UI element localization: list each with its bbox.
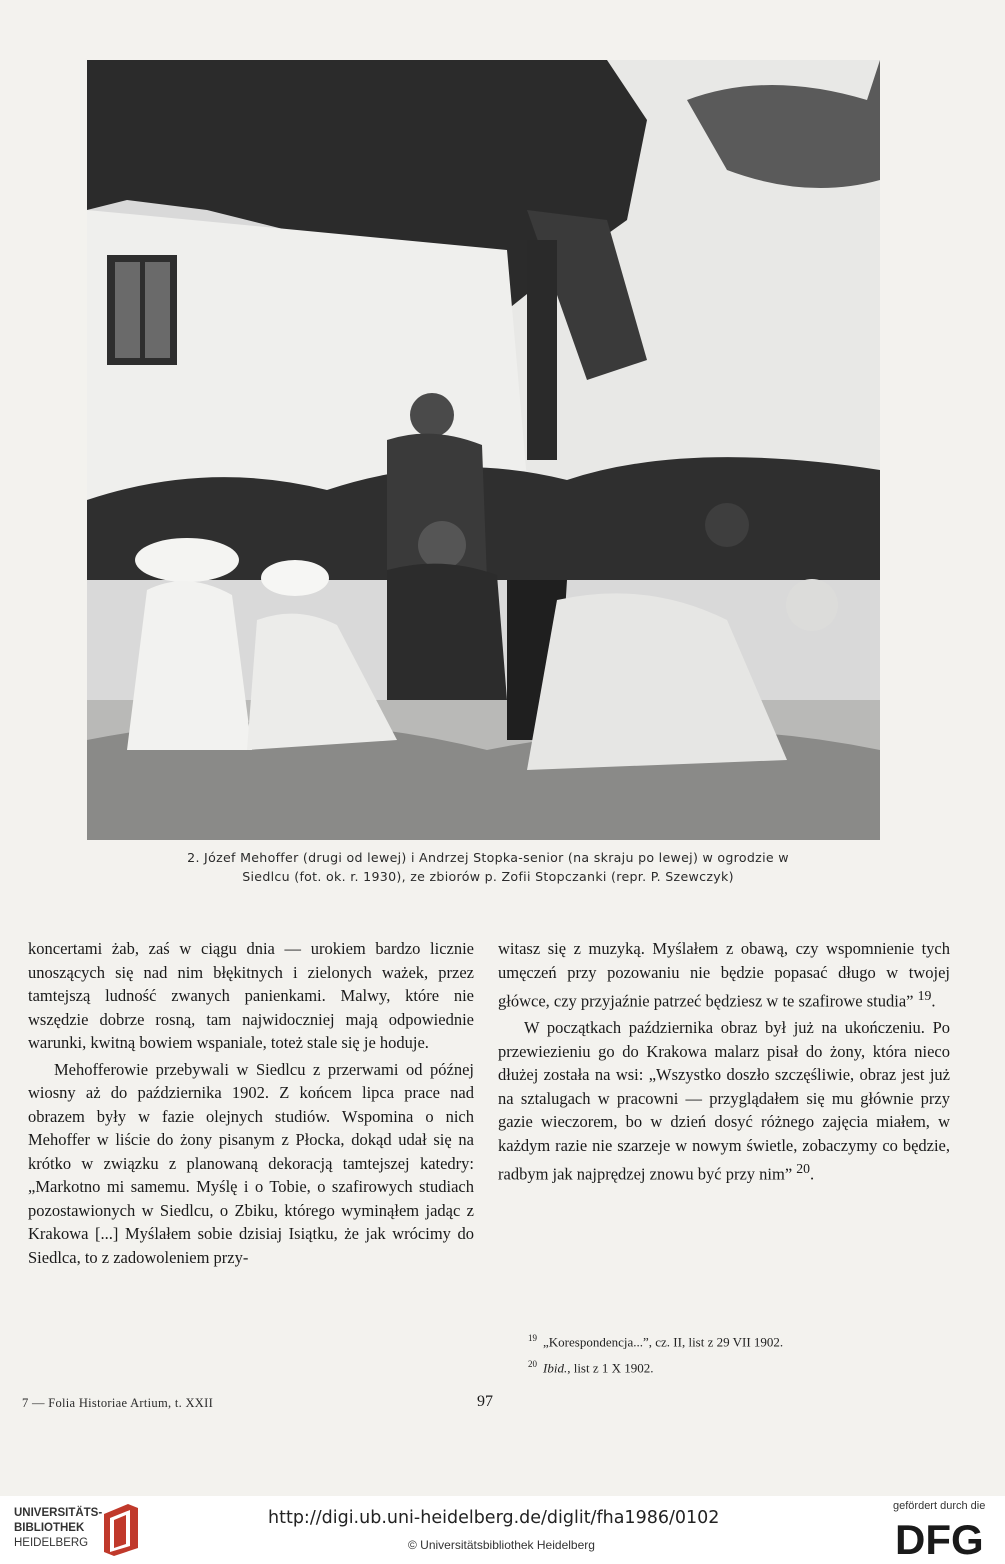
footnote-number: 20: [528, 1359, 537, 1370]
page-number: 97: [477, 1393, 493, 1410]
library-line-1: UNIVERSITÄTS-: [14, 1507, 103, 1519]
left-text-column: [28, 937, 474, 1269]
copyright-notice: © Universitätsbibliothek Heidelberg: [408, 1538, 595, 1552]
left-paragraph-1: koncertami żab, zaś w ciągu dnia — urokiem bardzo licznie unoszących się nad nim błękitnych i zielonych ważek, przez tamtejszą ludność zwanych panienkami. Malwy, które nie wszędzie dobrze rosną, tam najwidoczniej mają odpowiednie warunki, kwitną bowiem wspaniale, toteż stale się je hoduje.: [28, 939, 474, 1052]
footnote-ibid: Ibid.: [543, 1360, 568, 1376]
right-paragraph-1-text: witasz się z muzyką. Myślałem z obawą, czy wspomnienie tych umęczeń przy pozowaniu nie będzie popasać długo w twojej główce, czy przyjaźnie patrzeć będziesz w te szafirowe studia”: [498, 939, 950, 1011]
footnote-19: [528, 1327, 948, 1353]
funding-text: gefördert durch die: [893, 1500, 986, 1512]
library-logo-text: [14, 1506, 102, 1551]
right-paragraph-2: W początkach października obraz był już na ukończeniu. Po przewiezieniu go do Krakowa malarz pisał do żony, która nieco dłużej została na wsi: „Wszystko doszło szczęśliwie, obraz jest już na sztalugach w pracowni — przyglądałem się mu głównie przy gazie wieczorem, bo w dzień dosyć różnego zajęcia miałem, w każdym razie nie szarzeje w nowym świetle, zobaczymy co będzie, radbym jak najprędzej znowu być przy nim” $^{20}$.: [498, 1018, 950, 1184]
footnote-ref-20: 20: [796, 1161, 811, 1176]
footnotes: [528, 1327, 948, 1380]
right-paragraph-2-text: W początkach października obraz był już na ukończeniu. Po przewiezieniu go do Krakowa malarz pisał do żony, która nieco dłużej została na wsi: „Wszystko doszło szczęśliwie, obraz jest już na sztalugach w pracowni — przyglądałem się mu głównie przy gazie wieczorem, bo w dzień dosyć różnego zajęcia miałem, w każdym razie nie szarzeje w nowym świetle, zobaczymy co będzie, radbym jak najprędzej znowu być przy nim”: [498, 1018, 950, 1184]
footnote-ref-19: 19: [917, 988, 932, 1003]
caption-line-2: Siedlcu (fot. ok. r. 1930), ze zbiorów p. Zofii Stopczanki (repr. P. Szewczyk): [242, 869, 734, 884]
left-paragraph-2: Mehofferowie przebywali w Siedlcu z przerwami od późnej wiosny aż do października 1902. Z końcem lipca prace nad obrazem były w fazie olejnych studiów. Wspomina o nich Mehoffer w liście do żony pisanym z Płocka, dokąd udał się na krótko w związku z planowaną dekoracją tamtejszej katedry: „Markotno mi samemu. Myślę i o Tobie, o szafirowych studiach pozostawionych w Siedlcu, o Zbiku, którego wyminąłem jadąc z Krakowa [...] Myślałem sobie dzisiaj Isiątku, że jak wrócimy do Siedlca, to z zadowoleniem przy-: [28, 1059, 474, 1267]
right-text-column: [498, 937, 950, 1186]
photo-illustration: [87, 60, 880, 840]
library-line-2: BIBLIOTHEK: [14, 1522, 85, 1534]
footnote-text: „Korespondencja...”, cz. II, list z 29 VII 1902.: [543, 1334, 784, 1350]
footnote-text: , list z 1 X 1902.: [567, 1360, 654, 1376]
library-line-3: HEIDELBERG: [14, 1537, 89, 1549]
footnote-20: [528, 1353, 948, 1379]
photo-caption: [88, 848, 888, 886]
caption-line-1: 2. Józef Mehoffer (drugi od lewej) i Andrzej Stopka-senior (na skraju po lewej) w ogrodzie w: [187, 850, 789, 865]
library-logo-icon: [100, 1500, 142, 1556]
signature-line: 7 — Folia Historiae Artium, t. XXII: [22, 1396, 214, 1410]
historical-photograph: [87, 60, 880, 840]
dfg-logo-text: DFG: [895, 1516, 984, 1558]
right-paragraph-1: witasz się z muzyką. Myślałem z obawą, czy wspomnienie tych umęczeń przy pozowaniu nie będzie popasać długo w twojej główce, czy przyjaźnie patrzeć będziesz w te szafirowe studia” $^{19}$.: [498, 939, 950, 1011]
footnote-number: 19: [528, 1333, 537, 1343]
bottom-bar: [0, 1496, 1005, 1564]
dfg-logo-icon: [893, 1514, 993, 1558]
document-url-link[interactable]: http://digi.ub.uni-heidelberg.de/diglit/fha1986/0102: [268, 1508, 720, 1528]
